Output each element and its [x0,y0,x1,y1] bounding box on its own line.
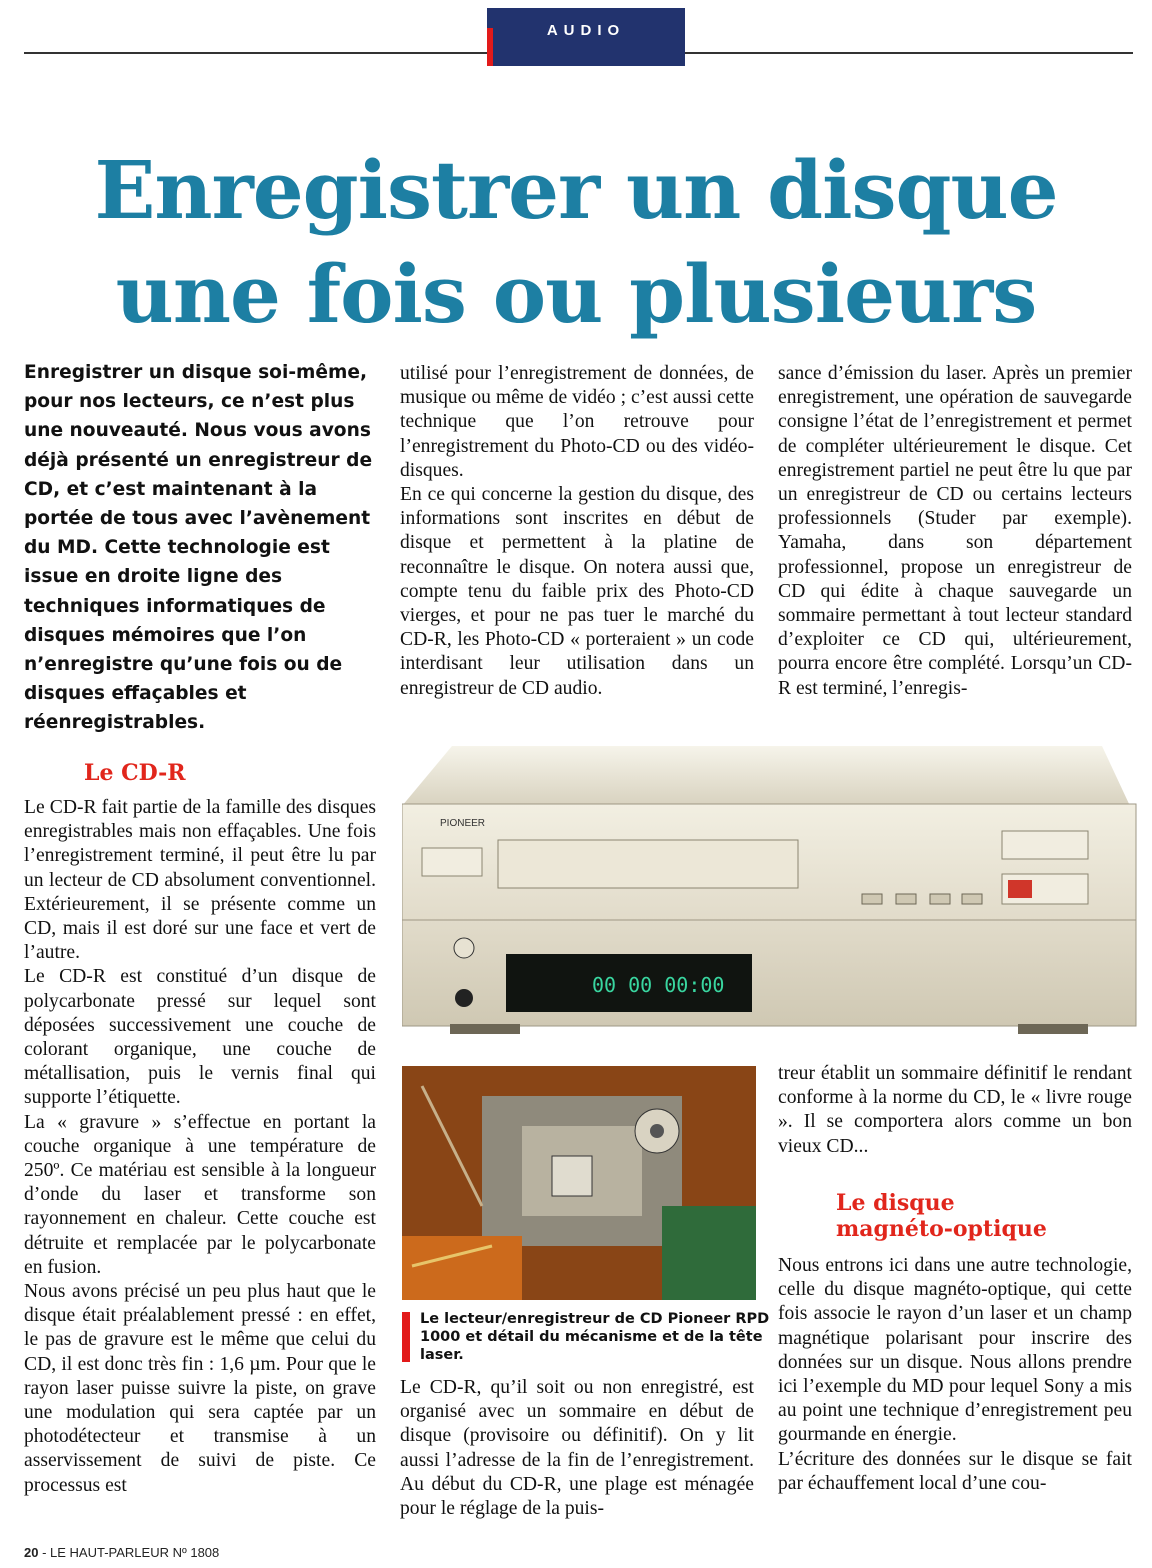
display-readout: 00 00 00:00 [592,973,725,997]
paragraph: Le CD-R est constitué d’un disque de polycarbonate pressé sur lequel sont déposées successivement une couche de colorant organique, une couche de métallisation, puis le vernis final qui supporte l’étiquette. [24,966,376,1109]
column-1 [24,796,376,1498]
photo-cd-recorder [402,736,1138,1036]
brand-logo: PIONEER [440,818,486,829]
paragraph: L’écriture des données sur le disque se fait par échauffement local d’une cou- [778,1448,1132,1494]
paragraph: Le CD-R fait partie de la famille des disques enregistrables mais non effaçables. Une fois l’enregistrement terminé, il peut être lu par un lecteur de CD absolument conventionnel. Extérieurement, il se présente comme un CD, mais il est doré sur une face et vert de l’autre. [24,797,376,964]
heading-line-2: magnéto-optique [836,1216,1047,1242]
column-3-top [778,362,1132,701]
column-2-bottom [400,1376,754,1521]
paragraph: sance d’émission du laser. Après un premier enregistrement, une opération de sauvegarde consigne l’état de l’enregistrement et permet de compléter ultérieurement le disque. Cet enregistrement partiel ne peut être lu que par un enregistreur de CD ou certains lecteurs professionnels (Studer par exemple). Yamaha, dans son département professionnel, propose un enregistreur de CD qui édite à chaque sauvegarde un sommaire permettant à tout lecteur standard d’exploiter ce CD qui, ultérieurement, pourra encore être complété. Lorsqu’un CD-R est terminé, l’enregis- [778,363,1132,699]
page-number: 20 [24,1545,39,1560]
article-title [40,138,1112,346]
mechanism-illustration [402,1066,756,1300]
paragraph: treur établit un sommaire définitif le rendant conforme à la norme du CD, le « livre rouge ». Il se comportera alors comme un bon vieux CD... [778,1063,1132,1157]
heading-cd-r: Le CD-R [84,760,186,786]
paragraph: Le CD-R, qu’il soit ou non enregistré, est organisé avec un sommaire en début de disque (provisoire ou définitif). On y lit aussi l’adresse de la fin de l’enregistrement. Au début du CD-R, une plage est ménagée pour le réglage de la puis- [400,1377,754,1520]
paragraph: utilisé pour l’enregistrement de données, de musique ou même de vidéo ; c’est aussi cette technique que l’on retrouve pour l’enregistrement du Photo-CD ou des vidéo-disques. [400,363,754,481]
photo-mechanism [402,1066,756,1300]
title-line-1: Enregistrer un disque [94,143,1058,237]
paragraph: Nous entrons ici dans une autre technologie, celle du disque magnéto-optique, qui cette fois associe le rayon d’un laser et un champ magnétique polarisant pour inscrire des données sur un disque. Nous allons prendre ici l’exemple du MD pour lequel Sony a mis au point une technique d’enregistrement peu gourmande en énergie. [778,1255,1132,1446]
column-3-bottom [778,1254,1132,1496]
photo-caption: Le lecteur/enregistreur de CD Pioneer RPD 1000 et détail du mécanisme et de la tête laser. [420,1311,770,1363]
cd-recorder-illustration [402,736,1138,1036]
header-rule-left [24,52,487,54]
header-rule-right [685,52,1133,54]
magazine-name: - LE HAUT-PARLEUR Nº 1808 [38,1545,220,1560]
section-label: AUDIO [546,22,626,39]
heading-line-1: Le disque [836,1190,955,1216]
column-2-top [400,362,754,701]
page-footer [24,1545,219,1560]
column-3-middle [778,1062,1132,1159]
paragraph: Nous avons précisé un peu plus haut que le disque était préalablement pressé : en effet, le pas de gravure est le même que celui du CD, il est donc très fin : 1,6 µm. Pour que le rayon laser puisse suivre la piste, on grave une modulation qui sera captée par un photodétecteur et transmise à un asservissement de suivi de piste. Ce processus est [24,1281,376,1496]
paragraph: En ce qui concerne la gestion du disque, des informations sont inscrites en début de disque et permettent à la platine de reconnaître le disque. On notera aussi que, compte tenu du faible prix des Photo-CD vierges, et pour ne pas tuer le marché du CD-R, les Photo-CD « porteraient » un code interdisant leur utilisation dans un enregistreur de CD audio. [400,484,754,699]
paragraph: La « gravure » s’effectue en portant la couche organique à une température de 250º. Ce matériau est sensible à la longueur d’onde du laser et transforme son rayonnement en chaleur. Cette couche est détruite et remplacée par le polycarbonate en fusion. [24,1111,376,1278]
lead-paragraph: Enregistrer un disque soi-même, pour nos lecteurs, ce n’est plus une nouveauté. Nous vous avons déjà présenté un enregistreur de CD, et c’est maintenant à la portée de tous avec l’avènement du MD. Cette technologie est issue en droite ligne des techniques informatiques de disques mémoires que l’on n’enregistre qu’une fois ou de disques effaçables et réenregistrables. [24,362,373,734]
heading-magneto-optique [836,1190,1047,1242]
title-line-2: une fois ou plusieurs [115,247,1037,341]
